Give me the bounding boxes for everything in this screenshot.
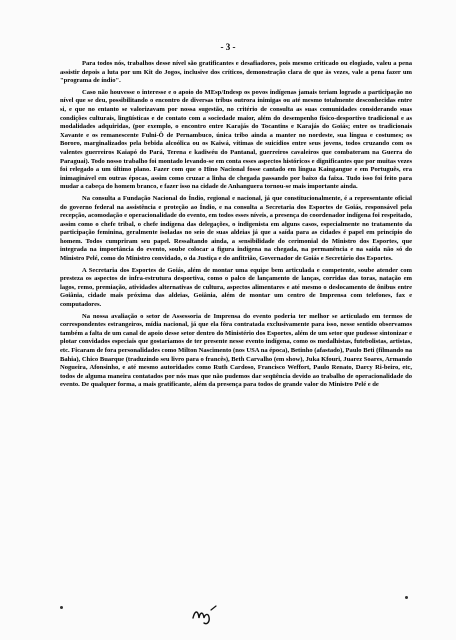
- scan-speck: [405, 596, 408, 599]
- scan-speck: [60, 606, 63, 609]
- paragraph-5: Na nossa avaliação o setor de Assessoria de Imprensa do evento poderia ter melhor se articulado em termos de correspondentes estrangeiros, mídia nacional, já que ela fôra contratada exclusivamente para isso, nesse sentido observamos também a falta de um canal de apoio desse setor dentro do Ministério dos Esportes, além de um setor que pudesse sintonizar e plotar convidados especiais que gostaríamos de ter presente nesse evento indígena, como os medalhistas, futebolistas, artistas, etc. Ficaram de fora personalidades como Milton Nascimento (nos USA na época), Betinho (afastado), Paulo Beti (filmando na Bahia), Chico Buarque (traduzindo seu livro para o francês), Beth Carvalho (em show), Juka Kfouri, Juarez Soares, Armando Nogueira, Afonsinho, e até mesmo autoridades como Ruth Cardoso, Francisco Weffort, Paulo Renato, Darcy Ri-beiro, etc, todos de alguma maneira contatados por nós mas que não pudemos dar seqüência devido ao trabalho de operacionalidade do evento. De qualquer forma, a mais gratificante, além da presença para todos de grande valor do Ministro Pelé e de: [60, 312, 412, 389]
- paragraph-2: Caso não houvesse o interesse e o apoio do MEsp/Indesp os povos indígenas jamais teriam logrado a participação no nível que se deu, possibilitando o encontro de diversas tribus outrora inimigas ou até mesmo totalmente desconhecidas entre si, e que no entanto se valorizavam por nossa sugestão, no critério de consulta as suas comunidades considerando suas condições culturais, lingüísticas e de contato com a sociedade maior, além do desempenho físico-desportivo tradicional e as modalidades adquiridas, (por exemplo, o encontro entre Karajás do Tocantins e Karajás do Goiás; entre os tradicionais Xavante e os remanescente Fulni-Ô de Pernambuco, única tribo ainda a manter no nordeste, sua língua e costumes; os Bororo, marginalizados pela bebida alcoólica ou os Kaiwá, vítimas de suicídios entre seus jovens, todos cruzando com os valentes guerreiros Kaiapó do Pará, Terena e kadiwéu do Pantanal, guerreiros cavaleiros que combateram na Guerra do Paraguai). Todo nosso trabalho foi montado levando-se em conta esses aspectos históricos e dignificantes que por muitas vezes foi relegado a um último plano. Fazer com que o Hino Nacional fosse cantado em língua Kaingangue e em Português, era inimaginável em outras épocas, assim como cruzar a linha de chegada passando por baixo da faixa. Tudo isso foi feito para mudar a cabeça do homem branco, e fazer isso na cidade de Anhanguera tornou-se mais importante ainda.: [60, 88, 412, 191]
- document-body: [60, 60, 412, 390]
- page-number: - 3 -: [220, 42, 236, 52]
- paragraph-1: Para todos nós, trabalhos desse nível são gratificantes e desafiadores, pois mesmo criticado ou elogiado, valeu a pena assistir depois a luta por um Kit do Jogos, inclusive dos críticos, demonstração clara de que às vezes, vale a pena fazer um "programa de índio".: [60, 60, 412, 85]
- handwritten-initials: [190, 604, 220, 626]
- paragraph-4: A Secretaria dos Esportes de Goiás, além de montar uma equipe bem articulada e competente, soube atender com presteza os aspectos de infra-estrutura desportiva, como o palco de lançamento de lanças, corridas das toras, natação em lagos, remo, premiação, atividades alternativas de cultura, aspectos alimentares e até mesmo o deslocamento de ônibus entre Goiânia, cidade mais próxima das aldeias, Goiânia, além de montar um centro de Imprensa com telefones, fax e computadores.: [60, 266, 412, 309]
- paragraph-3: Na consulta a Fundação Nacional do Índio, regional e nacional, já que constitucionalmente, é a representante oficial do governo federal na assistência e proteção ao Índio, e na consulta a Secretaria dos Esportes de Goiás, responsável pela recepção, acomodação e operacionalidade do evento, em todos esses níveis, a presença do coordenador indígena foi respeitado, assim como o chefe tribal, o chefe indígena das delegações, o indigenista em alguns casos, especialmente no tratamento da participação feminina, geralmente isoladas no seio de suas aldeias já que a saída para as cidades é papel em princípio do homem. Todos cumpriram seu papel. Ressaltando ainda, a sensibilidade do cerimonial do Ministro dos Esportes, que integrada na importância do evento, soube colocar a figura indígena na chegada, na permanência e na saída não só do Ministro Pelé, como do Ministro convidado, o da Justiça e do anfitrião, Governador de Goiás e Secretário dos Esportes.: [60, 194, 412, 263]
